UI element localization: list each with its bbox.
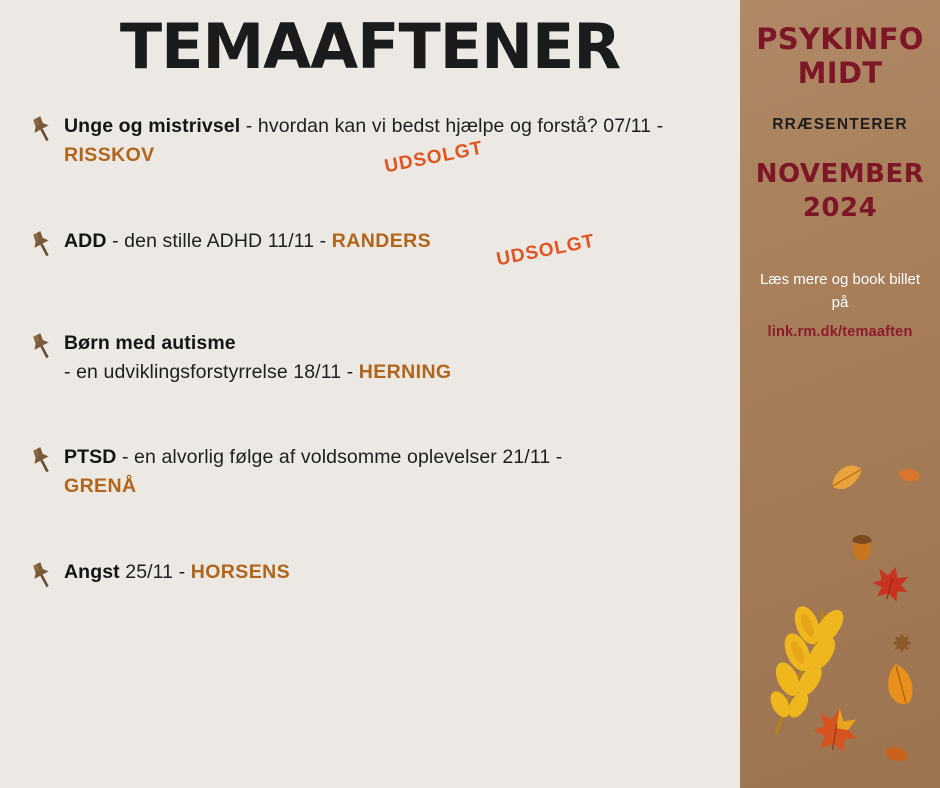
event-description: - en udviklingsforstyrrelse 18/11 - xyxy=(64,360,359,383)
event-description: - hvordan kan vi bedst hjælpe og forstå? 07/11 - xyxy=(240,115,664,137)
list-item xyxy=(26,329,720,388)
event-title: Børn med autisme xyxy=(64,331,236,354)
pushpin-icon xyxy=(26,229,64,266)
year-label: 2024 xyxy=(802,193,878,224)
event-title: PTSD xyxy=(64,446,117,468)
event-list xyxy=(0,112,740,604)
page-title: TEMAAFTENER xyxy=(119,10,621,83)
brand-line-1: PSYKINFO xyxy=(756,22,924,56)
event-description: - en alvorlig følge af voldsomme oplevelser 21/11 - xyxy=(116,446,563,468)
pushpin-icon xyxy=(26,114,64,151)
month-year xyxy=(740,158,940,226)
list-item xyxy=(26,227,720,273)
list-item xyxy=(26,558,720,604)
month-label: NOVEMBER xyxy=(755,159,925,190)
event-city: GRENÅ xyxy=(64,475,137,498)
event-title: Unge og mistrivsel xyxy=(64,115,241,137)
event-text xyxy=(64,329,452,388)
event-city: RANDERS xyxy=(331,229,432,252)
event-city: HERNING xyxy=(358,360,452,383)
event-text xyxy=(64,112,720,178)
presents-label: RRÆSENTERER xyxy=(772,116,908,134)
event-text xyxy=(64,558,290,587)
event-title: ADD xyxy=(64,229,107,252)
brand-line-2: MIDT xyxy=(797,56,883,91)
list-item xyxy=(26,112,720,178)
event-title: Angst xyxy=(64,560,120,583)
event-description: - den stille ADHD 11/11 - xyxy=(106,229,332,252)
list-item xyxy=(26,443,720,502)
status-badge: UDSOLGT xyxy=(494,230,597,270)
event-description: 25/11 - xyxy=(119,560,191,583)
booking-note-text: Læs mere og book billet på xyxy=(759,271,921,312)
event-city: RISSKOV xyxy=(64,144,155,167)
poster-sidebar xyxy=(740,0,940,788)
autumn-leaves-decoration xyxy=(740,455,940,788)
booking-link[interactable]: link.rm.dk/temaaften xyxy=(767,323,913,340)
event-text xyxy=(64,227,597,270)
pushpin-icon xyxy=(26,445,64,482)
brand-name xyxy=(740,22,940,90)
event-city: HORSENS xyxy=(190,560,290,583)
status-badge: UDSOLGT xyxy=(382,137,485,178)
event-text xyxy=(64,443,562,502)
pushpin-icon xyxy=(26,331,64,368)
pushpin-icon xyxy=(26,560,64,597)
booking-note xyxy=(740,268,940,343)
